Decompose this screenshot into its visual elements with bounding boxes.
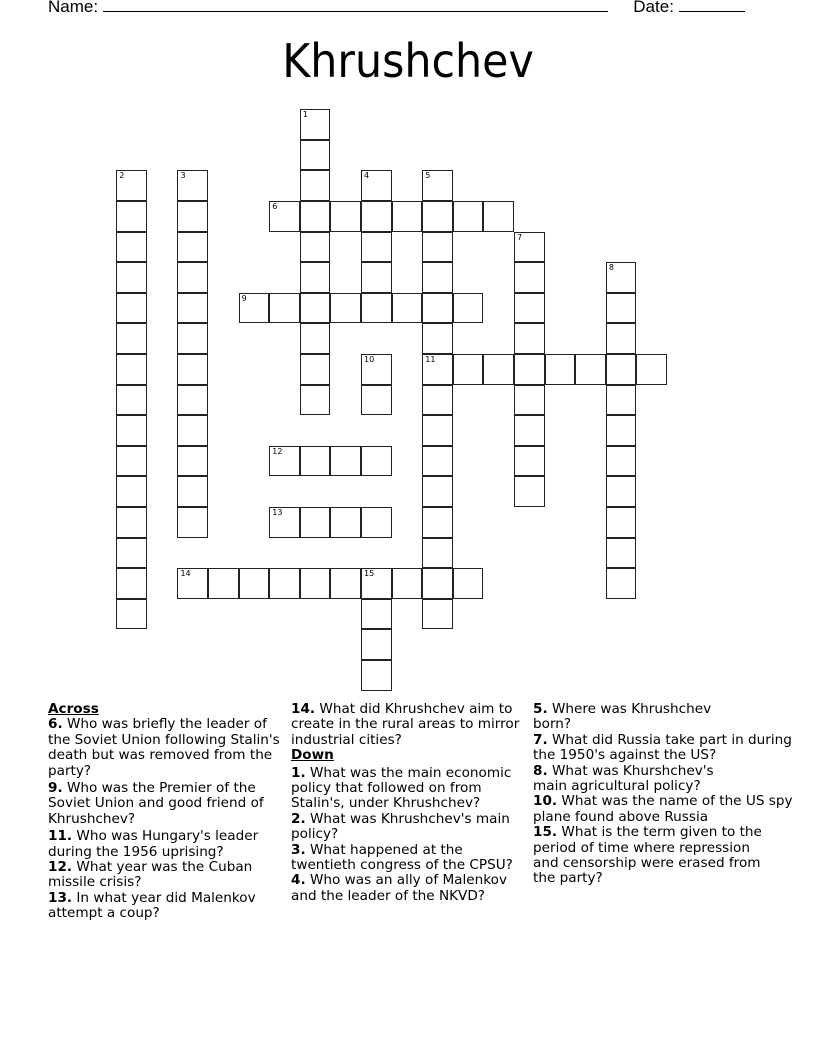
- crossword-cell[interactable]: [453, 354, 484, 385]
- crossword-cell[interactable]: [300, 109, 331, 140]
- crossword-cell[interactable]: [116, 385, 147, 416]
- crossword-cell[interactable]: [177, 354, 208, 385]
- crossword-cell[interactable]: [575, 354, 606, 385]
- crossword-cell[interactable]: [361, 293, 392, 324]
- crossword-cell[interactable]: [606, 415, 637, 446]
- crossword-cell[interactable]: [300, 170, 331, 201]
- crossword-cell[interactable]: [422, 232, 453, 263]
- name-label: Name:: [48, 0, 99, 16]
- crossword-cell[interactable]: [361, 262, 392, 293]
- crossword-cell[interactable]: [300, 354, 331, 385]
- crossword-cell[interactable]: [116, 568, 147, 599]
- crossword-cell[interactable]: [422, 170, 453, 201]
- clue-number: 7: [517, 232, 523, 242]
- crossword-cell[interactable]: [636, 354, 667, 385]
- clues-column-2: [291, 702, 531, 906]
- crossword-cell[interactable]: [330, 293, 361, 324]
- crossword-cell[interactable]: [116, 323, 147, 354]
- crossword-cell[interactable]: [422, 476, 453, 507]
- crossword-cell[interactable]: [116, 476, 147, 507]
- crossword-cell[interactable]: [239, 293, 270, 324]
- crossword-cell[interactable]: [514, 232, 545, 263]
- crossword-cell[interactable]: [116, 170, 147, 201]
- crossword-cell[interactable]: [269, 568, 300, 599]
- crossword-cell[interactable]: [422, 568, 453, 599]
- crossword-cell[interactable]: [483, 201, 514, 232]
- crossword-cell[interactable]: [361, 660, 392, 691]
- crossword-cell[interactable]: [208, 568, 239, 599]
- crossword-cell[interactable]: [422, 262, 453, 293]
- across-heading: Across: [48, 701, 99, 717]
- crossword-cell[interactable]: [300, 385, 331, 416]
- crossword-cell[interactable]: [361, 568, 392, 599]
- clue-across-9: 9. Who was the Premier of the Soviet Union and good friend of Khrushchev?: [48, 780, 264, 827]
- crossword-cell[interactable]: [116, 232, 147, 263]
- date-label: Date:: [633, 0, 674, 16]
- crossword-cell[interactable]: [422, 385, 453, 416]
- crossword-cell[interactable]: [300, 507, 331, 538]
- clue-number: 13: [272, 508, 283, 518]
- down-heading: Down: [291, 747, 334, 764]
- crossword-cell[interactable]: [116, 446, 147, 477]
- clue-number: 5: [425, 171, 431, 181]
- crossword-cell[interactable]: [514, 446, 545, 477]
- crossword-cell[interactable]: [514, 385, 545, 416]
- crossword-cell[interactable]: [606, 354, 637, 385]
- crossword-cell[interactable]: [269, 293, 300, 324]
- name-date-header: [48, 0, 745, 17]
- crossword-cell[interactable]: [300, 140, 331, 171]
- clue-number: 14: [180, 569, 191, 579]
- clues-column-1: [48, 702, 288, 924]
- clue-down-5: 5. Where was Khrushchev born?: [533, 701, 712, 733]
- clue-down-10: 10. What was the name of the US spy plane found above Russia: [533, 793, 793, 825]
- crossword-cell[interactable]: [361, 507, 392, 538]
- crossword-cell[interactable]: [422, 415, 453, 446]
- crossword-cell[interactable]: [422, 201, 453, 232]
- crossword-cell[interactable]: [606, 568, 637, 599]
- crossword-cell[interactable]: [330, 507, 361, 538]
- clue-down-1: 1. What was the main economic policy that followed on from Stalin's, under Khrushchev?: [291, 764, 512, 812]
- crossword-cell[interactable]: [422, 538, 453, 569]
- crossword-cell[interactable]: [392, 201, 423, 232]
- clue-number: 15: [364, 569, 375, 579]
- crossword-cell[interactable]: [177, 232, 208, 263]
- crossword-cell[interactable]: [422, 293, 453, 324]
- crossword-cell[interactable]: [330, 201, 361, 232]
- crossword-cell[interactable]: [606, 476, 637, 507]
- clue-down-15: 15. What is the term given to the period of time where repression and censorship were erased from the party?: [533, 824, 762, 887]
- crossword-cell[interactable]: [300, 262, 331, 293]
- crossword-cell[interactable]: [177, 323, 208, 354]
- clue-down-8: 8. What was Khurshchev's main agricultural policy?: [533, 762, 714, 795]
- crossword-cell[interactable]: [361, 629, 392, 660]
- clue-number: 12: [272, 446, 283, 456]
- crossword-cell[interactable]: [361, 599, 392, 630]
- clue-number: 4: [364, 171, 370, 181]
- crossword-cell[interactable]: [606, 323, 637, 354]
- clue-down-3: 3. What happened at the twentieth congress of the CPSU?: [291, 841, 513, 874]
- crossword-cell[interactable]: [392, 568, 423, 599]
- crossword-cell[interactable]: [116, 538, 147, 569]
- clue-across-14: 14. What did Khrushchev aim to create in the rural areas to mirror industrial cities?: [291, 701, 520, 748]
- crossword-cell[interactable]: [514, 354, 545, 385]
- crossword-cell[interactable]: [330, 568, 361, 599]
- crossword-cell[interactable]: [606, 446, 637, 477]
- crossword-cell[interactable]: [177, 446, 208, 477]
- crossword-cell[interactable]: [514, 262, 545, 293]
- crossword-cell[interactable]: [361, 354, 392, 385]
- crossword-cell[interactable]: [606, 507, 637, 538]
- crossword-cell[interactable]: [300, 201, 331, 232]
- crossword-cell[interactable]: [422, 354, 453, 385]
- crossword-cell[interactable]: [269, 507, 300, 538]
- crossword-cell[interactable]: [483, 354, 514, 385]
- crossword-cell[interactable]: [269, 446, 300, 477]
- clue-across-6: 6. Who was briefly the leader of the Soviet Union following Stalin's death but was removed from the party?: [48, 716, 280, 779]
- crossword-cell[interactable]: [514, 323, 545, 354]
- page-title: Khrushchev: [282, 34, 534, 88]
- clue-number: 10: [364, 355, 375, 365]
- crossword-cell[interactable]: [116, 599, 147, 630]
- crossword-cell[interactable]: [177, 262, 208, 293]
- crossword-cell[interactable]: [116, 507, 147, 538]
- crossword-cell[interactable]: [422, 446, 453, 477]
- crossword-cell[interactable]: [116, 293, 147, 324]
- clue-down-2: 2. What was Khrushchev's main policy?: [291, 810, 510, 843]
- clue-number: 9: [241, 293, 247, 303]
- crossword-cell[interactable]: [330, 446, 361, 477]
- clues-column-3: [533, 702, 793, 889]
- crossword-cell[interactable]: [545, 354, 576, 385]
- crossword-cell[interactable]: [177, 507, 208, 538]
- clue-number: 8: [608, 263, 614, 273]
- crossword-cell[interactable]: [177, 293, 208, 324]
- clue-across-12: 12. What year was the Cuban missile crisis?: [48, 859, 253, 891]
- crossword-cell[interactable]: [453, 293, 484, 324]
- clue-number: 6: [272, 202, 278, 212]
- crossword-cell[interactable]: [116, 262, 147, 293]
- clue-across-11: 11. Who was Hungary's leader during the 1956 uprising?: [48, 828, 259, 860]
- crossword-cell[interactable]: [177, 201, 208, 232]
- crossword-cell[interactable]: [514, 293, 545, 324]
- crossword-cell[interactable]: [361, 385, 392, 416]
- clue-number: 1: [302, 110, 308, 120]
- crossword-cell[interactable]: [606, 538, 637, 569]
- clue-number: 3: [180, 171, 186, 181]
- crossword-cell[interactable]: [361, 446, 392, 477]
- crossword-cell[interactable]: [453, 201, 484, 232]
- crossword-cell[interactable]: [177, 476, 208, 507]
- crossword-cell[interactable]: [606, 385, 637, 416]
- crossword-cell[interactable]: [422, 507, 453, 538]
- crossword-cell[interactable]: [116, 201, 147, 232]
- crossword-cell[interactable]: [269, 201, 300, 232]
- clue-down-7: 7. What did Russia take part in during the 1950's against the US?: [533, 731, 792, 764]
- crossword-cell[interactable]: [392, 293, 423, 324]
- clue-number: 11: [425, 355, 436, 365]
- crossword-cell[interactable]: [116, 354, 147, 385]
- clue-number: 2: [119, 171, 125, 181]
- clue-across-13: 13. In what year did Malenkov attempt a coup?: [48, 889, 256, 922]
- crossword-cell[interactable]: [514, 476, 545, 507]
- crossword-cell[interactable]: [514, 415, 545, 446]
- crossword-cell[interactable]: [300, 293, 331, 324]
- name-field[interactable]: [103, 0, 608, 12]
- crossword-cell[interactable]: [300, 568, 331, 599]
- date-field[interactable]: [679, 0, 745, 12]
- crossword-cell[interactable]: [300, 232, 331, 263]
- crossword-cell[interactable]: [606, 293, 637, 324]
- crossword-cell[interactable]: [361, 201, 392, 232]
- crossword-cell[interactable]: [116, 415, 147, 446]
- crossword-cell[interactable]: [361, 232, 392, 263]
- crossword-cell[interactable]: [177, 415, 208, 446]
- crossword-cell[interactable]: [177, 568, 208, 599]
- crossword-cell[interactable]: [453, 568, 484, 599]
- crossword-cell[interactable]: [300, 446, 331, 477]
- crossword-cell[interactable]: [422, 323, 453, 354]
- crossword-cell[interactable]: [239, 568, 270, 599]
- crossword-cell[interactable]: [422, 599, 453, 630]
- crossword-cell[interactable]: [606, 262, 637, 293]
- crossword-cell[interactable]: [361, 170, 392, 201]
- crossword-cell[interactable]: [300, 323, 331, 354]
- crossword-cell[interactable]: [177, 170, 208, 201]
- clue-down-4: 4. Who was an ally of Malenkov and the leader of the NKVD?: [291, 872, 508, 904]
- crossword-cell[interactable]: [177, 385, 208, 416]
